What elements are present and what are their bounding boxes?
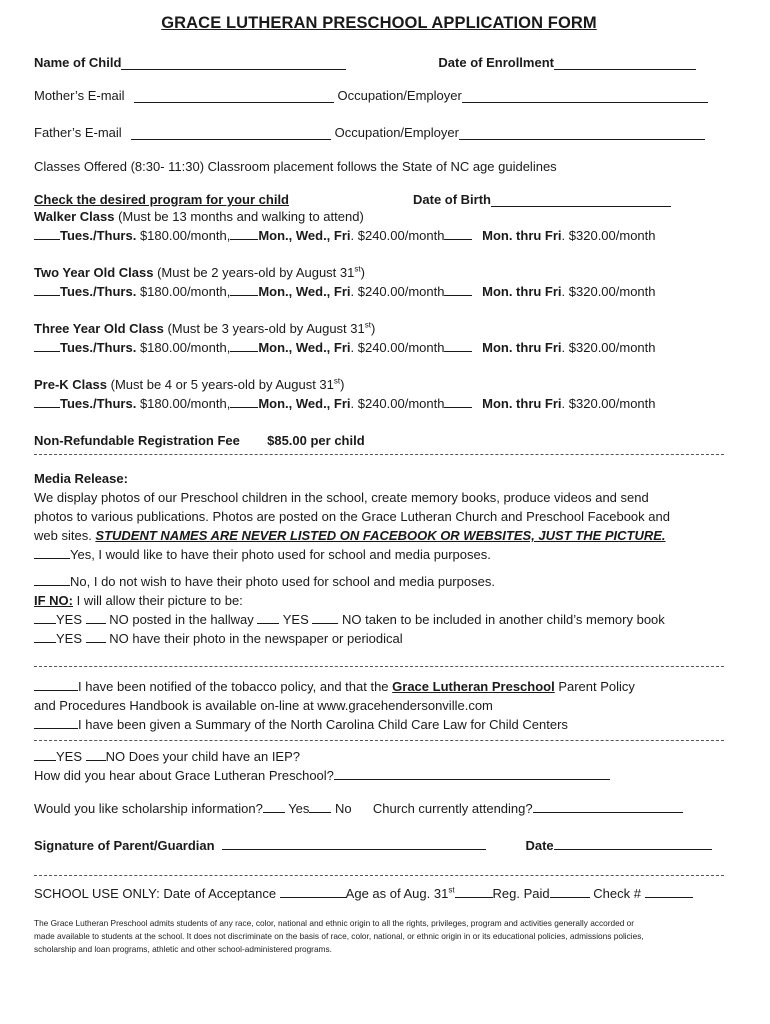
program-walker [34, 207, 724, 245]
mother-email-field[interactable] [134, 90, 334, 103]
option-mf-label: Mon. thru Fri [482, 284, 562, 299]
option-mwf-label: Mon., Wed., Fri [258, 396, 351, 411]
dob-field[interactable] [491, 194, 671, 207]
option-tuesthurs-price: $180.00/month, [139, 396, 231, 411]
option-mwf-price: . $240.00/month [350, 396, 445, 411]
program-heading-row [34, 188, 724, 207]
signature-row [34, 836, 724, 855]
if-no-label: IF NO: [34, 593, 73, 608]
program-title [34, 207, 724, 226]
program-options [34, 226, 724, 245]
media-no-option [34, 572, 724, 591]
option-mf-check[interactable] [444, 396, 472, 408]
media-paragraph-line: We display photos of our Preschool children in the school, create memory books, produce videos and send [34, 490, 649, 505]
memory-book-yes-label: YES [279, 612, 309, 627]
hear-about-row [34, 766, 724, 785]
program-note-sup: st [354, 264, 361, 274]
program-name: Pre-K Class [34, 377, 107, 392]
reg-paid-field[interactable] [550, 886, 590, 898]
tobacco-policy-check[interactable] [34, 679, 78, 691]
program-two-year [34, 263, 724, 301]
newspaper-row [34, 629, 724, 648]
enrollment-date-field[interactable] [554, 57, 696, 70]
option-mwf-price: . $240.00/month [350, 228, 445, 243]
option-mf-price: . $320.00/month [561, 396, 656, 411]
program-name: Walker Class [34, 209, 115, 224]
option-tuesthurs-price: $180.00/month, [139, 228, 231, 243]
divider [34, 875, 724, 876]
option-mwf-label: Mon., Wed., Fri [258, 340, 351, 355]
option-tuesthurs-check[interactable] [34, 396, 60, 408]
program-name: Two Year Old Class [34, 265, 154, 280]
reg-paid-label: Reg. Paid [492, 886, 550, 901]
program-note: (Must be 4 or 5 years-old by August 31 [110, 377, 334, 392]
nc-summary-check[interactable] [34, 717, 78, 729]
newspaper-no-label: NO have their photo in the newspaper or periodical [105, 631, 403, 646]
program-note: (Must be 2 years-old by August 31 [157, 265, 355, 280]
media-yes-option [34, 545, 724, 564]
option-mf-label: Mon. thru Fri [482, 228, 562, 243]
nondiscrimination-statement [34, 917, 724, 956]
option-mwf-check[interactable] [230, 340, 258, 352]
check-number-label: Check # [589, 886, 645, 901]
option-mf-label: Mon. thru Fri [482, 340, 562, 355]
program-note-close: ) [370, 321, 376, 336]
program-note: (Must be 3 years-old by August 31 [167, 321, 365, 336]
option-mf-price: . $320.00/month [561, 228, 656, 243]
dob-label: Date of Birth [413, 192, 491, 207]
iep-no-check[interactable] [86, 749, 106, 761]
iep-yes-check[interactable] [34, 749, 56, 761]
footer-line: scholarship and loan programs, athletic and other school-administered programs. [34, 944, 332, 954]
mother-occupation-field[interactable] [462, 90, 708, 103]
footer-line: made available to students at the school. It does not discriminate on the basis of race, color, national, or ethnic origin in or its educational policies, admissions policies, [34, 931, 644, 941]
media-yes-check[interactable] [34, 547, 70, 559]
scholarship-yes-label: Yes [284, 801, 310, 816]
father-row [34, 121, 724, 140]
age-field[interactable] [455, 886, 493, 898]
registration-fee-row [34, 431, 724, 450]
option-mwf-label: Mon., Wed., Fri [258, 228, 351, 243]
classes-offered-text: Classes Offered (8:30- 11:30) Classroom placement follows the State of NC age guidelines [34, 159, 557, 174]
tobacco-policy-row [34, 677, 724, 696]
program-options [34, 394, 724, 413]
option-tuesthurs-label: Tues./Thurs. [60, 284, 137, 299]
option-tuesthurs-label: Tues./Thurs. [60, 340, 137, 355]
application-form [34, 14, 724, 956]
option-tuesthurs-label: Tues./Thurs. [60, 228, 137, 243]
program-note: (Must be 13 months and walking to attend) [118, 209, 364, 224]
divider [34, 454, 724, 455]
school-name: Grace Lutheran Preschool [392, 679, 555, 694]
school-use-row [34, 884, 724, 903]
option-tuesthurs-price: $180.00/month, [139, 284, 231, 299]
option-mwf-check[interactable] [230, 396, 258, 408]
option-tuesthurs-check[interactable] [34, 340, 60, 352]
newspaper-no-check[interactable] [86, 631, 106, 643]
nc-summary-row [34, 715, 724, 734]
policy-section [34, 677, 724, 734]
program-options [34, 282, 724, 301]
iep-yes-label: YES [56, 749, 86, 764]
programs-list [34, 207, 724, 413]
memory-book-no-label: NO taken to be included in another child’s memory book [338, 612, 665, 627]
child-row [34, 51, 724, 70]
scholarship-yes-check[interactable] [263, 801, 285, 813]
option-mwf-check[interactable] [230, 284, 258, 296]
child-name-label: Name of Child [34, 55, 122, 70]
media-yes-label: Yes, I would like to have their photo used for school and media purposes. [70, 547, 491, 562]
hallway-memory-book-row [34, 610, 724, 629]
registration-fee-amount: $85.00 per child [267, 433, 365, 448]
media-paragraph-lead: web sites. [34, 528, 96, 543]
media-release-section [34, 469, 724, 648]
age-label: Age as of Aug. 31 [345, 886, 449, 901]
media-no-check[interactable] [34, 574, 70, 586]
media-no-label: No, I do not wish to have their photo used for school and media purposes. [70, 574, 495, 589]
program-options [34, 338, 724, 357]
option-tuesthurs-label: Tues./Thurs. [60, 396, 137, 411]
father-email-label: Father’s E-mail [34, 125, 122, 140]
footer-line: The Grace Lutheran Preschool admits students of any race, color, national and ethnic origin to all the rights, privileges, program and activities generally accorded or [34, 918, 635, 928]
divider [34, 740, 724, 741]
age-label-sup: st [448, 885, 455, 895]
registration-fee-label: Non-Refundable Registration Fee [34, 433, 240, 448]
signature-date-field[interactable] [554, 837, 712, 850]
media-heading: Media Release: [34, 471, 128, 486]
tobacco-policy-text: I have been notified of the tobacco policy, and that the [78, 679, 393, 694]
scholarship-no-label: No [331, 801, 352, 816]
signature-field[interactable] [222, 837, 486, 850]
program-note-sup: st [333, 376, 341, 386]
media-paragraph-line [34, 526, 724, 545]
media-notice: STUDENT NAMES ARE NEVER LISTED ON FACEBOOK OR WEBSITES, JUST THE PICTURE. [95, 528, 666, 543]
church-field[interactable] [533, 800, 683, 813]
if-no-text: I will allow their picture to be: [73, 593, 243, 608]
hallway-no-check[interactable] [86, 612, 106, 624]
option-tuesthurs-check[interactable] [34, 284, 60, 296]
option-mwf-price: . $240.00/month [350, 340, 445, 355]
child-name-field[interactable] [121, 57, 346, 70]
option-mf-check[interactable] [444, 340, 472, 352]
scholarship-no-check[interactable] [309, 801, 331, 813]
program-title [34, 375, 724, 394]
program-note-close: ) [340, 377, 345, 392]
acceptance-date-field[interactable] [280, 886, 346, 898]
hallway-no-label: NO posted in the hallway [105, 612, 258, 627]
check-number-field[interactable] [645, 886, 693, 898]
handbook-line: and Procedures Handbook is available on-line at www.gracehendersonville.com [34, 698, 493, 713]
mother-row [34, 84, 724, 103]
option-mwf-label: Mon., Wed., Fri [258, 284, 351, 299]
if-no-row [34, 591, 724, 610]
enrollment-date-label: Date of Enrollment [438, 55, 554, 70]
program-name: Three Year Old Class [34, 321, 164, 336]
newspaper-yes-label: YES [56, 631, 86, 646]
church-label: Church currently attending? [372, 801, 533, 816]
option-mwf-price: . $240.00/month [350, 284, 445, 299]
hallway-yes-label: YES [56, 612, 86, 627]
media-paragraph-line: photos to various publications. Photos are posted on the Grace Lutheran Church and Preschool Facebook and [34, 509, 670, 524]
hear-about-label: How did you hear about Grace Lutheran Preschool? [34, 768, 334, 783]
mother-email-label: Mother’s E-mail [34, 88, 125, 103]
father-email-field[interactable] [131, 127, 331, 140]
nc-summary-text: I have been given a Summary of the North Carolina Child Care Law for Child Centers [78, 717, 568, 732]
option-mwf-check[interactable] [230, 228, 258, 240]
signature-label: Signature of Parent/Guardian [34, 838, 215, 853]
scholarship-row [34, 799, 724, 818]
program-title [34, 319, 724, 338]
memory-book-no-check[interactable] [312, 612, 338, 624]
program-heading: Check the desired program for your child [34, 192, 289, 207]
hallway-yes-check[interactable] [34, 612, 56, 624]
option-mf-check[interactable] [444, 228, 472, 240]
program-pre-k [34, 375, 724, 413]
option-mf-price: . $320.00/month [561, 284, 656, 299]
form-title: GRACE LUTHERAN PRESCHOOL APPLICATION FORM [161, 14, 597, 32]
option-mf-price: . $320.00/month [561, 340, 656, 355]
divider [34, 666, 724, 667]
school-use-label: SCHOOL USE ONLY: Date of Acceptance [34, 886, 280, 901]
option-tuesthurs-check[interactable] [34, 228, 60, 240]
option-mf-label: Mon. thru Fri [482, 396, 562, 411]
program-note-sup: st [364, 320, 371, 330]
program-title [34, 263, 724, 282]
hear-about-field[interactable] [334, 767, 610, 780]
iep-row [34, 747, 724, 766]
father-occupation-field[interactable] [459, 127, 705, 140]
iep-question: NO Does your child have an IEP? [105, 749, 301, 764]
father-occupation-label: Occupation/Employer [334, 125, 459, 140]
program-note-close: ) [360, 265, 365, 280]
option-tuesthurs-price: $180.00/month, [139, 340, 231, 355]
option-mf-check[interactable] [444, 284, 472, 296]
signature-date-label: Date [525, 838, 554, 853]
scholarship-question: Would you like scholarship information? [34, 801, 263, 816]
program-three-year [34, 319, 724, 357]
newspaper-yes-check[interactable] [34, 631, 56, 643]
mother-occupation-label: Occupation/Employer [337, 88, 462, 103]
tobacco-policy-text-end: Parent Policy [554, 679, 635, 694]
memory-book-yes-check[interactable] [257, 612, 279, 624]
